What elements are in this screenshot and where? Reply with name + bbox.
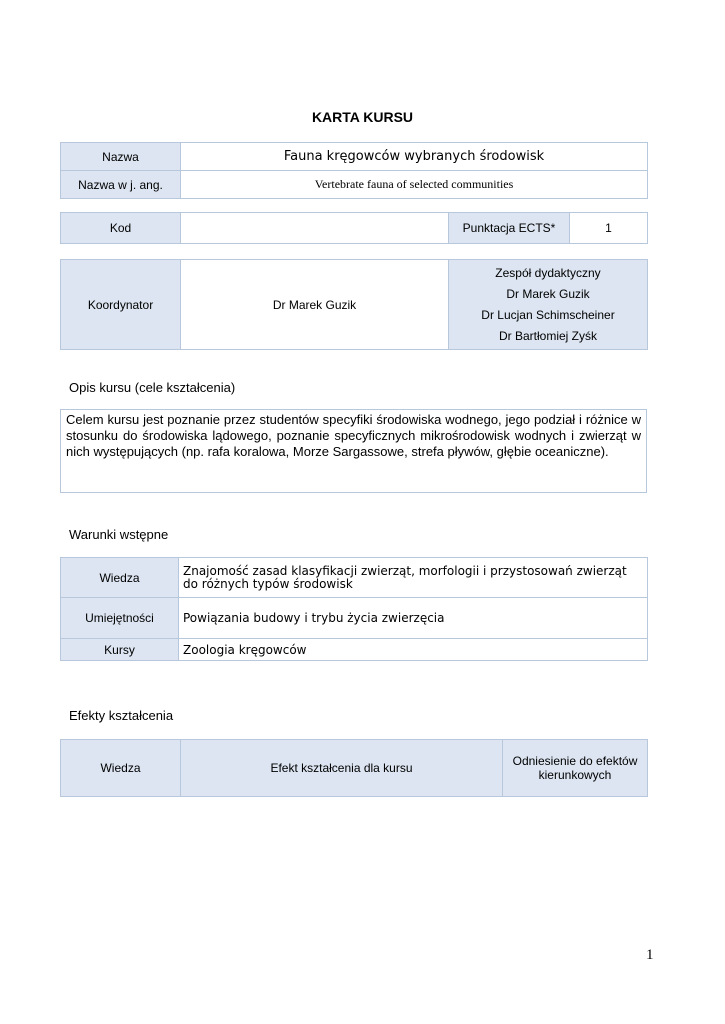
prereq-label-skills: Umiejętności [61,598,179,639]
ects-label: Punktacja ECTS* [449,213,570,244]
team-label: Zespół dydaktyczny [495,265,601,280]
page-title: KARTA KURSU [311,109,414,125]
outcomes-col-knowledge: Wiedza [61,740,181,797]
ects-value: 1 [570,213,648,244]
code-value [181,213,449,244]
description-heading: Opis kursu (cele kształcenia) [69,380,236,395]
name-en-value: Vertebrate fauna of selected communities [181,171,648,199]
team-member: Dr Lucjan Schimscheiner [481,307,615,322]
outcomes-col-effect: Efekt kształcenia dla kursu [181,740,503,797]
prereq-label-knowledge: Wiedza [61,558,179,598]
description-text: Celem kursu jest poznanie przez studentów specyfiki środowiska wodnego, jego podział i różnice w stosunku do środowiska lądowego, poznanie specyficznych mikrośrodowisk wodnych i zwierząt w nich występujących (np. rafa koralowa, Morze Sargassowe, strefa pływów, głębie oceaniczne). [60,409,647,493]
code-label: Kod [61,213,181,244]
page-number: 1 [646,947,654,963]
prerequisites-heading: Warunki wstępne [69,527,169,542]
coordinator-table [60,259,648,350]
name-label: Nazwa [61,143,181,171]
code-table [60,212,648,244]
team-member: Dr Bartłomiej Zyśk [498,328,597,343]
coordinator-name: Dr Marek Guzik [181,260,449,350]
prerequisites-table [60,557,648,661]
name-value: Fauna kręgowców wybranych środowisk [181,143,648,171]
outcomes-heading: Efekty kształcenia [69,708,174,723]
team-cell [449,260,648,350]
team-member: Dr Marek Guzik [506,286,590,301]
prereq-label-courses: Kursy [61,639,179,661]
outcomes-col-reference: Odniesienie do efektów kierunkowych [503,740,648,797]
course-name-table [60,142,648,199]
prereq-value-courses: Zoologia kręgowców [179,639,648,661]
outcomes-table [60,739,648,797]
name-en-label: Nazwa w j. ang. [61,171,181,199]
prereq-value-skills: Powiązania budowy i trybu życia zwierzęcia [179,598,648,639]
coordinator-label: Koordynator [61,260,181,350]
prereq-value-knowledge: Znajomość zasad klasyfikacji zwierząt, morfologii i przystosowań zwierząt do różnych typów środowisk [179,558,648,598]
